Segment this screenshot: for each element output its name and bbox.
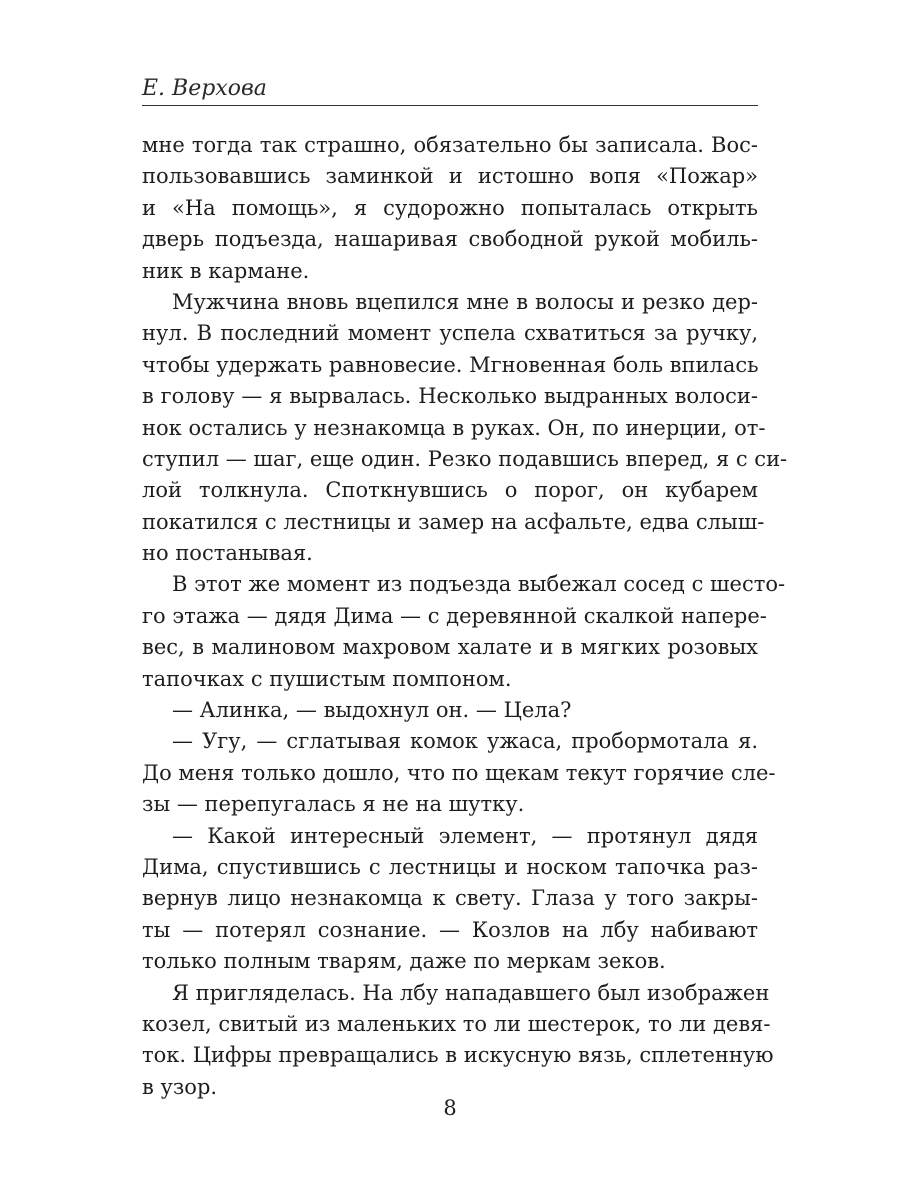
text-line: ток. Цифры превращались в искусную вязь, сплетенную <box>142 1043 774 1068</box>
text-line: тапочках с пушистым помпоном. <box>142 666 512 691</box>
text-line: вес, в малиновом махровом халате и в мягких розовых <box>142 635 758 660</box>
text-line: — Какой интересный элемент, — протянул дядя <box>172 823 758 848</box>
text-line: пользовавшись заминкой и истошно вопя «Пожар» <box>142 164 758 189</box>
text-line: нок остались у незнакомца в руках. Он, по инерции, от- <box>142 415 766 440</box>
text-line: ступил — шаг, еще один. Резко подавшись вперед, я с си- <box>142 446 788 471</box>
text-line: В этот же момент из подъезда выбежал сосед с шесто- <box>172 572 786 597</box>
text-line: нул. В последний момент успела схватиться за ручку, <box>142 321 758 346</box>
author-name: Е. Верхова <box>142 76 267 101</box>
text-line: покатился с лестницы и замер на асфальте, едва слыш- <box>142 509 765 534</box>
body-text <box>142 130 788 1103</box>
text-line: ты — потерял сознание. — Козлов на лбу набивают <box>142 917 758 942</box>
text-line: Мужчина вновь вцепился мне в волосы и резко дер- <box>172 289 758 314</box>
text-line: вернув лицо незнакомца к свету. Глаза у того закры- <box>142 886 758 911</box>
running-head <box>142 74 758 106</box>
text-line: лой толкнула. Споткнувшись о порог, он кубарем <box>142 478 758 503</box>
text-line: Я пригляделась. На лбу нападавшего был изображен <box>172 980 770 1005</box>
text-line: Дима, спустившись с лестницы и носком тапочка раз- <box>142 854 758 879</box>
text-line: в голову — я вырвалась. Несколько выдранных волоси- <box>142 384 758 409</box>
text-line: го этажа — дядя Дима — с деревянной скалкой напере- <box>142 603 767 628</box>
text-line: в узор. <box>142 1074 218 1099</box>
text-line: но постанывая. <box>142 541 313 566</box>
text-line: дверь подъезда, нашаривая свободной рукой мобиль- <box>142 227 758 252</box>
text-line: зы — перепугалась я не на шутку. <box>142 792 525 817</box>
text-line: и «На помощь», я судорожно попыталась открыть <box>142 195 758 220</box>
text-line: До меня только дошло, что по щекам текут горячие сле- <box>142 760 776 785</box>
text-line: козел, свитый из маленьких то ли шестерок, то ли девя- <box>142 1011 771 1036</box>
text-line: чтобы удержать равновесие. Мгновенная боль впилась <box>142 352 759 377</box>
text-line: мне тогда так страшно, обязательно бы записала. Вос- <box>142 133 758 157</box>
text-line: ник в кармане. <box>142 258 310 283</box>
text-line: только полным тварям, даже по меркам зеков. <box>142 949 666 974</box>
text-line: — Алинка, — выдохнул он. — Цела? <box>172 698 572 723</box>
text-line: — Угу, — сглатывая комок ужаса, пробормотала я. <box>172 729 758 754</box>
page-number: 8 <box>443 1096 457 1120</box>
